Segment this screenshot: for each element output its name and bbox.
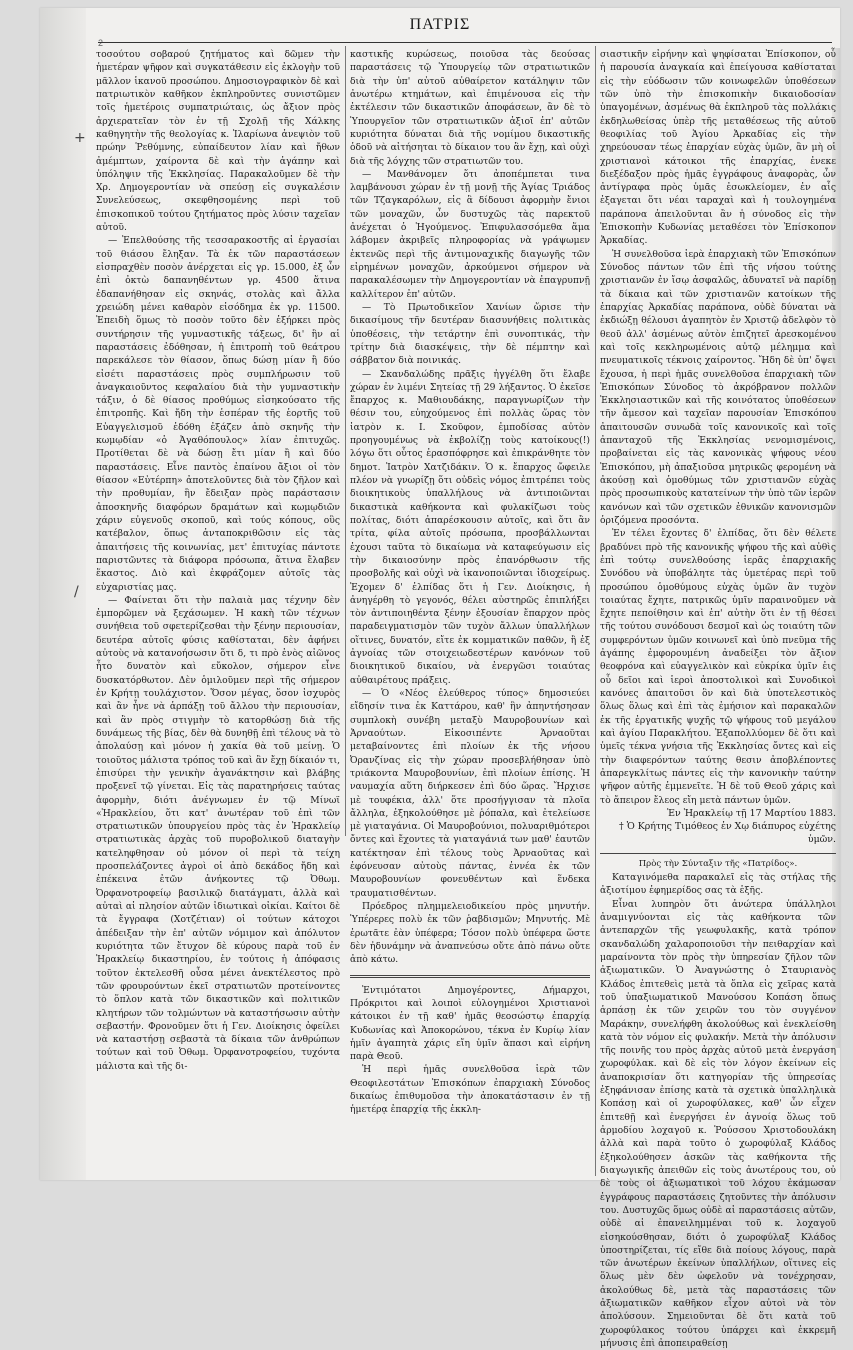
- pencil-mark-icon: +: [74, 130, 86, 146]
- column-3: [600, 48, 836, 1349]
- column-2: [350, 48, 590, 1178]
- section-intro: Καταγινόμεθα παρακαλεῖ εἰς τὰς στήλας τῆς ἀξιοτίμου ἐφημερίδος σας τὰ ἑξῆς.: [600, 872, 836, 897]
- masthead-rule: [98, 42, 832, 43]
- article-paragraph: Πρόεδρος πλημμελειοδικείου πρὸς μηνυτήν. Ὑπέρερες πολὺ ἐκ τῶν ῥαβδισμῶν; Μηνυτής. Μὲ ἐρωτᾶτε ἐὰν ὑπέφερα; Τόσον πολὺ ὑπέφερα ὥστε δὲν ἠδυνάμην νὰ ἀναπνεύσω οὔτε ἀπὸ πάνω οὔτε ἀπὸ κάτω.: [350, 901, 590, 966]
- column-1: [96, 48, 340, 1178]
- article-paragraph: καστικῆς κυρώσεως, ποιοῦσα τὰς δεούσας παραστάσεις τῷ Ὑπουργείῳ τῶν στρατιωτικῶν διὰ τὴν ὑπ' αὐτοῦ αὐθαίρετον κατάληψιν τῶν ἀνωτέρω κτημάτων, καὶ ἐπιμένουσα εἰς τὴν ἐκτέλεσιν τῶν δικαστικῶν ἀποφάσεων, ἂν δὲ τὸ Ὑπουργεῖον τῶν στρατιωτικῶν ἀξιοῖ ἐπ' αὐτῶν κυριότητα δύναται διὰ τῆς νομίμου δικαστικῆς ὁδοῦ νὰ αἰτήσηται τὸ δίκαιον του ἂν ἔχῃ, καὶ οὐχὶ διὰ τῆς λόγχης τῶν στρατιωτῶν του.: [350, 49, 590, 167]
- newspaper-page: [40, 8, 840, 1349]
- letter-signature: † Ὁ Κρήτης Τιμόθεος ἐν Χῳ διάπυρος εὐχέτης ὑμῶν.: [619, 821, 836, 846]
- column-divider-1: [345, 46, 346, 836]
- article-paragraph: — Φαίνεται ὅτι τὴν παλαιὰ μας τέχνην δὲν ἐμπορῶμεν νὰ ξεχάσωμεν. Ἡ κακὴ τῶν τέχνων συνήθεια τοῦ σφετερίζεσθαι τὴν ξένην περιουσίαν, δευτέρα αὐτοῖς φύσις καθίσταται, δὲν ἀφήνει αὐτοὺς νὰ κατανοήσωσιν ὅτι δ, τι πρὸ ἑνὸς αἰῶνος ἦτο δυνατὸν καὶ εὔκολον, σήμερον εἶνε δυσκατόρθωτον. Δὲν ὁμιλοῦμεν περὶ τῆς σήμερον ἐν Κρήτῃ τουλάχιστον. Ὅσον μέγας, ὅσον ἰσχυρὸς καὶ ἂν ἦνε νὰ ἁρπάξῃ τοῦ ἄλλου τὴν περιουσίαν, καὶ ἂν πρὸς στιγμὴν τὸ κατορθώσῃ διὰ τῆς δυνάμεως τῆς βίας, δὲν θὰ δυνηθῇ ἐπὶ τέλους νὰ τὸ ἀπολαύσῃ καὶ μόνον ἡ χακία θὰ τοῦ μείνῃ. Ὁ τοιοῦτος μάλιστα τρόπος τοῦ καὶ ἂν ἔχῃ δίκαιόν τι, ἐπισύρει τὴν γενικὴν ἀγανάκτησιν καὶ βλάβης προξενεῖ τῷ γίνεται. Εἰς τὰς παρατηρήσεις ταύτας ἀφορμὴν, διότι ἀνέγνωμεν ἐν τῷ Μίνωϊ «Ἡρακλείου, ὅτι κατ' ἀνωτέραν τοῦ ἐπὶ τῶν στρατιωτικῶν ὑπουργείου πρὸς τὰς ἐν Ἡρακλείῳ στρατιωτικὰς ἀρχὰς τοῦ πυροβολικοῦ διαταγὴν κατεληφθησαν οὐ μόνον οἱ περὶ τὰ τείχη προσπελάζοντες ἀγροὶ οἱ ἀπὸ δεκάδος ἤδη καὶ ἐπέκεινα ἐτῶν ἀνήκοντες τῷ Ὀθωμ. Ὀρφανοτροφείῳ βασιλικῷ διατάγματι, ἀλλὰ καὶ αὐταὶ αἱ πλησίον αὐτῶν ἰδιωτικαὶ οἰκίαι. Καίτοι δὲ τὰ ἔγγραφα (Χοτζέτιαν) οἱ τούτων κάτοχοι ἀπέδειξαν τὴν ἐπ' αὐτῶν νόμιμον καὶ ἀπόλυτον κυριότητα τῶν ἔτυχον δὲ κύρους παρὰ τοῦ ἐν Ἡρακλείῳ δικαστηρίου, ἐν τούτοις ἡ ἀπόφασις τοῦτον ἐκτελεσθῆ οὖσα μένει ἀνεκτέλεστος πρὸ τῶν φρουρούντων ἐκεῖ στρατιωτῶν προτείνοντες τὸ ὅπλον κατὰ τῶν δικαστικῶν καὶ πολιτικῶν κλητήρων τῶν τολμώντων νὰ καταστήσωσιν αὐτὴν σεβαστήν. Φρονοῦμεν ὅτι ἡ Γεν. Διοίκησις ὀφείλει νὰ καταστήσῃ σεβαστὰ τὰ δίκαια τῶν ἀνθρώπων τούτων καὶ τοῦ Ὀθωμ. Ὀρφανοτροφείου, τυχόντα μάλιστα καὶ τῆς δι-: [96, 594, 340, 1072]
- letter-paragraph: Ἐντιμότατοι Δημογέροντες, Δήμαρχοι, Πρόκριτοι καὶ λοιποὶ εὐλογημένοι Χριστιανοὶ κάτοικοι ἐν τῇ καθ' ἡμᾶς θεοσώστῳ ἐπαρχίᾳ Κυδωνίας καὶ Ἀποκορώνου, τέκνα ἐν Κυρίῳ λίαν ἡμῖν ἀγαπητὰ χάρις εἴη ὑμῖν ἅπασι καὶ εἰρήνη παρὰ Θεοῦ.: [350, 984, 590, 1063]
- letter-paragraph: Ἡ συνελθοῦσα ἱερὰ ἐπαρχιακὴ τῶν Ἐπισκόπων Σύνοδος πάντων τῶν ἐπὶ τῆς νήσου τούτης χριστιανῶν ἐν ἴσῳ ἀσφαλῶς, ἀδυνατεῖ νὰ παρίδῃ τὰ δίκαια καὶ τῶν χριστιανῶν κατοίκων τῆς ἐπαρχίας Ἀρκαδίας παράπονα, οὐδὲ δύναται νὰ ἐκδιώξῃ θέλουσι ἀγαπητὸν ἐν Χριστῷ ἀδελφὸν τὸ θεοῦ ἀλλ' ἀσμένως αὐτὸν ἐπιζητεῖ ἀρεσκομένου καὶ τοῖς κεκληρωμένοις αὐτῷ μέλημμα καὶ πνευματικοῖς τέκνοις χαίροντος. Ἤδη δὲ ὑπ' ὄψει ἔχουσα, ἡ περὶ ἡμᾶς συνελθοῦσα ἐπαρχιακὴ τῶν Ἐπισκόπων Σύνοδος τὸ ἀκρόβρανον πολλῶν Ἐκκλησιαστικῶν καὶ τῆς κοινότατος ὑποθέσεων τῆν ἄμεσον καὶ ταχεῖαν παρουσίαν Ἐπισκόπου ἀπαιτουσῶν συνωδὰ τοῖς κανονικοῖς καὶ τοῖς ἀπανταχοῦ τῆς Ἐκκλησίας νενομισμένοις, προβαίνεται εἰς τὰς κανονικὰς ψήφους νέου Ἐπισκόπου, μὴ ἀπαξιοῦσα μητρικῶς φερομένη νὰ ἀκούσῃ καὶ ὁμοθύμως τῶν χριστιανῶν εὐχὰς πρὸς προσωπικοὺς κατατείνων τὴν ὑπὸ τῶν ἱερῶν κανόνων καὶ τῶν σχετικῶν ἐθνικῶν κανονισμῶν ὁριζόμενα προσόντα.: [600, 248, 836, 526]
- column-divider-2: [595, 46, 596, 1176]
- article-paragraph: — Τὸ Πρωτοδικεῖον Χανίων ὥρισε τὴν δικασίμους τῆν δευτέραν διασυνήθεις πολιτικὰς ὑποθέσεις, τὴν τετάρτην ἐπὶ συνοπτικάς, τὴν τρίτην διὰ διασκέψεις, τὴν δὲ πέμπτην καὶ σάββατον διὰ ποινικάς.: [350, 301, 590, 367]
- letter-date: Ἐν Ἡρακλείῳ τῇ 17 Μαρτίου 1883.: [667, 807, 836, 819]
- section-divider: [600, 853, 836, 854]
- article-paragraph: τοσούτου σοβαρού ζητήματος καὶ δῶμεν τὴν ἡμετέραν ψῆφον καὶ συγκατάθεσιν εἰς ἐκλογὴν τοῦ μᾶλλον ἱκανοῦ προσώπου. Δημοσιογραφικὸν δὲ καὶ πατριωτικὸν καθῆκον ἐκπληροῦντες συνιστῶμεν τοῖς ἡμετέροις συμπατριώταις, ὡς ἄξιον πρὸς ἀρχιερατεῖαν τὸν ἐν τῇ Σχολῇ τῆς Χάλκης καθηγητὴν τῆς θεολογίας κ. Ἱλαρίωνα ἀνεψιὸν τοῦ πρώην Ῥεθύμνης, εὐπαίδευτον λίαν καὶ ἤθων ἀμέμπτων, χαίροντα δὲ καὶ τὴν ἀγάπην καὶ ὑπόληψιν τῆς Ἐκκλησίας. Παρακαλοῦμεν δὲ τὴν Χρ. Δημογεροντίαν νὰ σπεύσῃ εἰς συγκαλέσιν Συνελεύσεως, σκεφθησομένης περὶ τοῦ ἐπισκοπικοῦ τούτου ζητήματος πρὸς λύσιν ταχεῖαν αὐτοῦ.: [96, 49, 340, 234]
- page-number: 2: [98, 38, 104, 48]
- letter-paragraph: σιαστικῆν εἰρήνην καὶ ψηφίσαται Ἐπίσκοπον, οὗ ἡ παρουσία ἀναγκαία καὶ ἐπείγουσα καθίσταται εἰς τὴν εὐόδωσιν τῶν κοινωφελῶν ὑποθέσεων τῶν ὑπὸ τὴν ἐπισκοπικὴν δικαιοδοσίαν ὑπαγομένων, ἀσμένως θὰ ἐκπληροῦ τὰς πολλάκις ἐκδηλωθείσας ὑπὲρ τῆς μεταθέσεως τῆς αὐτοῦ θεοφιλίας τοῦ Ἁγίου Ἀρκαδίας εἰς τὴν χηρεύουσαν τέως ἐπαρχίαν εὐχὰς ὑμῶν, ἂν μὴ οἱ χριστιανοὶ κάτοικοι τῆς ἐπαρχίας, ἐνεκε διεξέδαξον πρὸς ἡμᾶς ἐγγράφους ἀναφορὰς, ὧν ἀντίγραφα πρὸς ὑμᾶς ἐσωκλείομεν, ἐν αἷς ἐξαγεται ὅτι νέαι ταραχαὶ καὶ ἡ τουλογημένα παράπονα ἀπειλοῦνται ἂν ἡ σύνοδος εἰς τὴν Ἐπισκοπὴν Κυδωνίας μεταθέσει τὸν Ἐπίσκοπον Ἀρκαδίας.: [600, 49, 836, 247]
- newspaper-title: ΠΑΤΡΙΣ: [409, 16, 471, 33]
- section-divider: [350, 975, 590, 978]
- scan-margin: [40, 8, 86, 1180]
- section-header: Πρὸς τὴν Σύνταξιν τῆς «Πατρίδος».: [638, 858, 798, 869]
- pencil-mark-icon: /: [74, 584, 79, 600]
- letter-paragraph: Ἡ περὶ ἡμᾶς συνελθοῦσα ἱερὰ τῶν Θεοφιλεστάτων Ἐπισκόπων ἐπαρχιακὴ Σύνοδος δικαίως ἐπιθυμοῦσα τὴν ἀποκατάστασιν ἐν τῇ ἡμετέρᾳ ἐπαρχίᾳ τῆς ἐκκλη-: [350, 1064, 590, 1116]
- article-paragraph: — Μανθάνομεν ὅτι ἀποπέμπεται τινα λαμβάνουσι χώραν ἐν τῇ μονῇ τῆς Ἁγίας Τριάδος τῶν Τζαγκαρόλων, εἰς ἃ δίδουσι ἀφορμὴν ἔνιοι τῶν μοναχῶν, ὧν δυστυχῶς τὰς παρεκτοῦ ἀνέχεται ὁ Ἡγούμενος. Ἐπιφυλασσόμεθα ἅμα λάβομεν ἀκριβεῖς πληροφορίας νὰ γράψωμεν ἐκτενῶς περὶ τῆς ἀντιμοναχικῆς διαγωγῆς τῶν εἰρημένων μοναχῶν, ἀρκούμενοι σήμερον νὰ παρακαλέσωμεν τὴν Δημογεροντίαν νὰ ἐπαγρυπνῇ καλλίτερον ἐπ' αὐτῶν.: [350, 168, 590, 300]
- article-paragraph: — Σκανδαλώδης πρᾶξις ἠγγέλθη ὅτι ἔλαβε χώραν ἐν λιμένι Σητείας τῇ 29 λήξαντος. Ὁ ἐκεῖσε ἔπαρχος κ. Μαθιουδάκης, παραγνωρίζων τὴν θέσιν του, εὐηχούμενος ἐπὶ πολλὰς ὥρας τὸν ἰατρὸν κ. Ι. Σκοῦφον, ἐμποδίσας αὐτὸν προηγουμένως νὰ ἐκβολίζῃ τοὺς κατοίκους(!) λόγω ὅτι οὗτος ἐρασπόφρησε καὶ ἐπικράνθητε τὸν δημοτ. Ἰατρὸν Χατζιδάκιν. Ὁ κ. ἔπαρχος ὤφειλε πλέον νὰ γνωρίζῃ ὅτι οὐδεὶς νόμος ἐπιτρέπει τοὺς διοικητικοὺς ὑπαλλήλους νὰ ἀντιποιῶνται δικαστικὰ καθήκοντα καὶ φυλακίζωσι τοὺς πολίτας, διότι ἀπαρέσκουσιν αὐτοῖς, καὶ ὅτι ἂν τρίτα, φίλα αὐτοῖς πρόσωπα, προσβάλλωνται ἐχουσι ταῦτα τὸ δικαίωμα νὰ καταφεύγωσιν εἰς τὴν δικαιοσύνην πρὸς ἐπανόρθωσιν τῆς προσβολῆς καὶ οὐχὶ νὰ ἱκανοποιῶνται ἰδιοχείρως. Ἐχομεν δ' ἐλπίδας ὅτι ἡ Γεν. Διοίκησις, ἡ ἀνηγέρθη τὸ γεγονός, θέλει αὐστηρῶς ἐπιπλήξει τὸν ἀντιποιηθέντα ξένην ἐξουσίαν ἔπαρχον πρὸς παραδειγματισμὸν τῶν τυχὸν ἄλλων ὑπαλλήλων οἵτινες, δυνατόν, εἴτε ἐκ κομματικῶν παθῶν, ἢ ἐξ ἀγνοίας τῶν στοιχειωδεστέρων κανόνων τοῦ διοικητικοῦ δικαίου, νὰ ἐνεργῶσι τοιαύτας αὐθαιρέτους πράξεις.: [350, 368, 590, 686]
- article-paragraph: Εἶναι λυπηρὸν ὅτι ἀνώτερα ὑπάλληλοι ἀναμιγνύονται εἰς τὰς καθήκοντα τῶν ἀντεπαρχῶν τῆς γεωφυλακῆς, κατὰ τρόπον σκανδαλώδη χαλαροποιοῦσι τὴν πειθαρχίαν καὶ μαραίνοντα τὸν πρὸς τὴν ὑπηρεσίαν ζῆλον τῶν ἀξιωματικῶν. Ὁ Ἀναγνώστης ὁ Σταυριανὸς Κλάδος ἐπιτεθεὶς μετὰ τὰ ὅπλα εἰς χεῖρας κατὰ τοῦ ὑπαξιωματικοῦ Μανούσου Κοπάση ὅπως ἁρπάσῃ ἐκ τῶν χειρῶν του τὸν συγγένον Μαράκην, συνελήφθη ἀκολούθως καὶ ἐνεκλείσθη κατὰ τὸν νόμον εἰς φυλακήν. Μετὰ τὴν ἀπόλυσιν τῆς ποινῆς του πρὸς ἀρχὰς αὐτοῦ μετὰ ἐνεργάση χωροφύλακ. καὶ δὲ εἰς τὸν λόγον ἐκείνων εἰς ἀναποκρισίαν ὅτι κατηγορίαν τῆς ὑπηρεσίας ἐξηφάνισαν ἐπίσης κατὰ τὰ σχετικὰ ὑπαλληλικὰ Κοπάσῃ καὶ οἱ χωροφύλακες, καθ' ὧν εἶχεν ἐπιτεθῇ καὶ ἐνεργήσει ἐν ἀγνοίᾳ ὅλως τοῦ ἀρμοδίου λοχαγοῦ κ. Ῥούσσου Χριστοδουλάκη ἀλλὰ καὶ παρὰ τοῦτο ὁ χωροφύλαξ Κλάδος ἐξηκολούθησεν ἀσκῶν τὰς καθήκοντα τῆς διαγωγικῆς ἀπειθῶν εἰς τοὺς ἀνωτέρους του, οὐ δὲ τοὺς οἱ ἀξιωματικοὶ τοῦ λόχου ἐκάμωσαν ἐγγράφους παραστάσεις ζητοῦντες τὴν ἀπόλυσιν του. Δυστυχῶς ὅμως οὐδὲ αἱ παραστάσεις αὐτῶν, οὐδὲ αἱ ἐπανειλημμέναι τοῦ κ. λοχαγοῦ εἰσηκούσθησαν, διότι ὁ χωροφύλαξ Κλάδος ὑποστηρίζεται, τίς εἴθε διὰ ποίους λόγους, παρὰ τῶν ἀνωτέρων ἐκείνων ὑπαλλήλων, οἵτινες εἰς ὅλως μὲν δὲν ὠφελοῦν νὰ τονέχρησαν, ἀκολούθως δὲ, μετὰ τὰς παραστάσεις τῶν ἀξιωματικῶν καθῆκον εἶχον αὐτοὶ νὰ τὸν ἀπολύσουν. Σημειοῦνται δὲ ὅτι κατὰ τοῦ χωροφύλακος τούτου ὑπάρχει καὶ ἐκκρεμῆ μήνυσις ἐπὶ ἀποπειραθείσῃ: [600, 898, 836, 1349]
- masthead: [40, 16, 840, 48]
- letter-paragraph: Ἐν τέλει ἔχοντες δ' ἐλπίδας, ὅτι δὲν θέλετε βραδύνει πρὸ τῆς κανονικῆς ψήφου τῆς καὶ αὐθὶς ἐπὶ τούτῳ συνελθούσης ἱερᾶς ἐπαρχιακῆς Συνόδου νὰ ὑποβάλητε τὰς ὑμετέρας περὶ τοῦ προσώπου ὁμοθύμους εὐχὰς ὑμῶν ἂν τυχὸν τοιαύτας ἔχητε, πατρικῶς ὑμῖν παραινοῦμεν νὰ ἔχητε πεποίθησιν καὶ ἐπ' αὐτὴν ὅτι ἐν τῇ θέσει τῆς τούτου συνόδουσι δεσμοῖ καὶ ὡς τοιαύτη τῶν συμφερόντων ὑμῶν κοινωνεῖ καὶ ὑπὸ πνεῦμα τῆς ἀγάπης ἐμφορουμένη ἀναδείξει τὸν ἄξιον θεοφρόνα καὶ εὐαγγελικὸν καὶ εὐκρίκα ὑμῖν ἐις οὗ δεῖοι καὶ ἱεροὶ ἀποστολικοὶ καὶ Συνοδικοὶ κανόνες ἀπαιτοῦσι ὃν καὶ διὰ ὑποτελεστικὸς ὅλως ὅλως καὶ ἐπὶ τὰς ἐμήσιον καὶ παρακαλῶν ἐκ τῆς ἐργατικῆς ψυχῆς τῷ ψήφους τοῦ μεγάλου καὶ ἁγίου Παρακλήτου. Ἐξαπολλύομεν δὲ ὅτι καὶ ὑμεῖς τέκνα γνήσια τῆς Ἐκκλησίας ὄντες καὶ εἰς τὴν διαφερόντων ταύτης θεσιν ἀποβλέποντες ἀπαρεγκλίτως πάντες εἰς τὴν κανονικὴν ταύτην ψῆφον αὐτῆς ἐμμενεῖτε. Ἡ δὲ τοῦ Θεοῦ χάρις καὶ τὸ ἄπειρον ἔλεος εἴη μετὰ πάντων ὑμῶν.: [600, 528, 836, 806]
- article-paragraph: — Ὁ «Νέος ἐλεύθερος τύπος» δημοσιεύει εἴδησίν τινα ἐκ Καττάρου, καθ' ἣν ἀπηντήσησαν συμπλοκὴ συνέβη μεταξὺ Μαυροβουνίων καὶ Ἀρναούτων. Εἰκοσιπέντε Ἀρναοῦται μεταβαίνοντες ἐπὶ πλοίων ἐκ τῆς νήσου Ὀρανζίνας εἰς τὴν χώραν προσεβλήθησαν ὑπὸ τριάκοντα Μαυροβουνίων, ἐπὶ πλοίων ἐπίσης. Ἡ ναυμαχία αὕτη διήρκεσεν ἐπὶ δύο ὥρας. Ἤρχισε μὲ τουφέκια, ἀλλ' ὅτε προσήγγισαν τὰ πλοῖα ἄλληλα, ἐξηκολούθησε μὲ ῥόπαλα, καὶ ἐτελείωσε μὲ γιαταγάνια. Οἱ Μαυροβούνιοι, πολυαριθμότεροι ὄντες καὶ ἔχοντες τὰ γιαταγάνιά των μαθ' ἑαυτῶν κατέκτησαν ἐπὶ τέλους τοὺς Ἀρναοῦτας καὶ ἐφόνευσαν αὐτοὺς πάντας, ἐννέα ἐκ τῶν Μαυροβουνίων φονευθέντων καὶ ἕνδεκα τραυματισθέντων.: [350, 688, 590, 899]
- article-paragraph: — Ἐπελθούσης τῆς τεσσαρακοστῆς αἱ ἐργασίαι τοῦ θιάσου ἔληξαν. Τὰ ἐκ τῶν παραστάσεων εἰσπραχθὲν ποσὸν ἀνέρχεται εἰς γρ. 15.000, ἐξ ὧν ἐπὶ ὀκτὼ δαπανηθέντων γρ. 4500 ἅτινα ἐδαπανήθησαν εἰς σκηνάς, στολὰς καὶ ἄλλα χρειώδη μένει καθαρὸν εἰσόδημα ἐκ γρ. 11500. Ἐπειδὴ ὅμως τὸ ποσὸν τοῦτο δὲν ἐξήρκει πρὸς συντήρησιν τῆς γυμναστικῆς τάξεως, δι' ἣν αἱ παραστάσεις ἐδόθησαν, ἡ ἐπιτροπὴ τοῦ θεάτρου παρεκάλεσε τὸν θίασον, ὅπως δώσῃ μίαν ἢ δύο εἰσέτι παραστάσεις πρὸς συμπλήρωσιν τοῦ ἀναγκαιοῦντος κεφαλαίου διὰ τὴν γυμναστικὴν τάξιν, ὁ δὲ θίασος προθύμως εἰσηκούσατο τῆς ἐπιτροπῆς. Καὶ ἤδη τὴν ἑσπέραν τῆς ἑορτῆς τοῦ Εὐαγγελισμοῦ ἐδόθη ἐξάζεν ἀπὸ σκηνῆς τὴν κωμῳδίαν «ὁ Ἀγαθόπουλος» λίαν ἐπιτυχῶς. Προτίθεται δὲ νὰ δώσῃ ἔτι μίαν ἢ καὶ δύο παραστάσεις. Εἶνε παντὸς ἐπαίνου ἄξιοι οἱ τὸν θίασον «Εὐτέρπη» ἀποτελοῦντες διὰ τὸν ζῆλον καὶ τὴν προθυμίαν, ἣν ἔδειξαν πρὸς παράστασιν ἀποσκηνῆς διαφόρων δραμάτων καὶ κωμῳδιῶν χάριν εὐγενοῦς σκοποῦ, καὶ τούς κόπους, οὓς κατέβαλον, ὅπως ἀνταποκριθῶσιν εἰς τὰς ἀπαιτήσεις τῆς κοινωνίας, μετ' ἐπιτυχίας πάντοτε παριστῶντες τὰ διάφορα πρόσωπα, ἅτινα ἔλαβεν ἕκαστος. Διὸ καὶ ἐκφράζομεν αὐτοῖς τὰς εὐχαριστίας μας.: [96, 235, 340, 593]
